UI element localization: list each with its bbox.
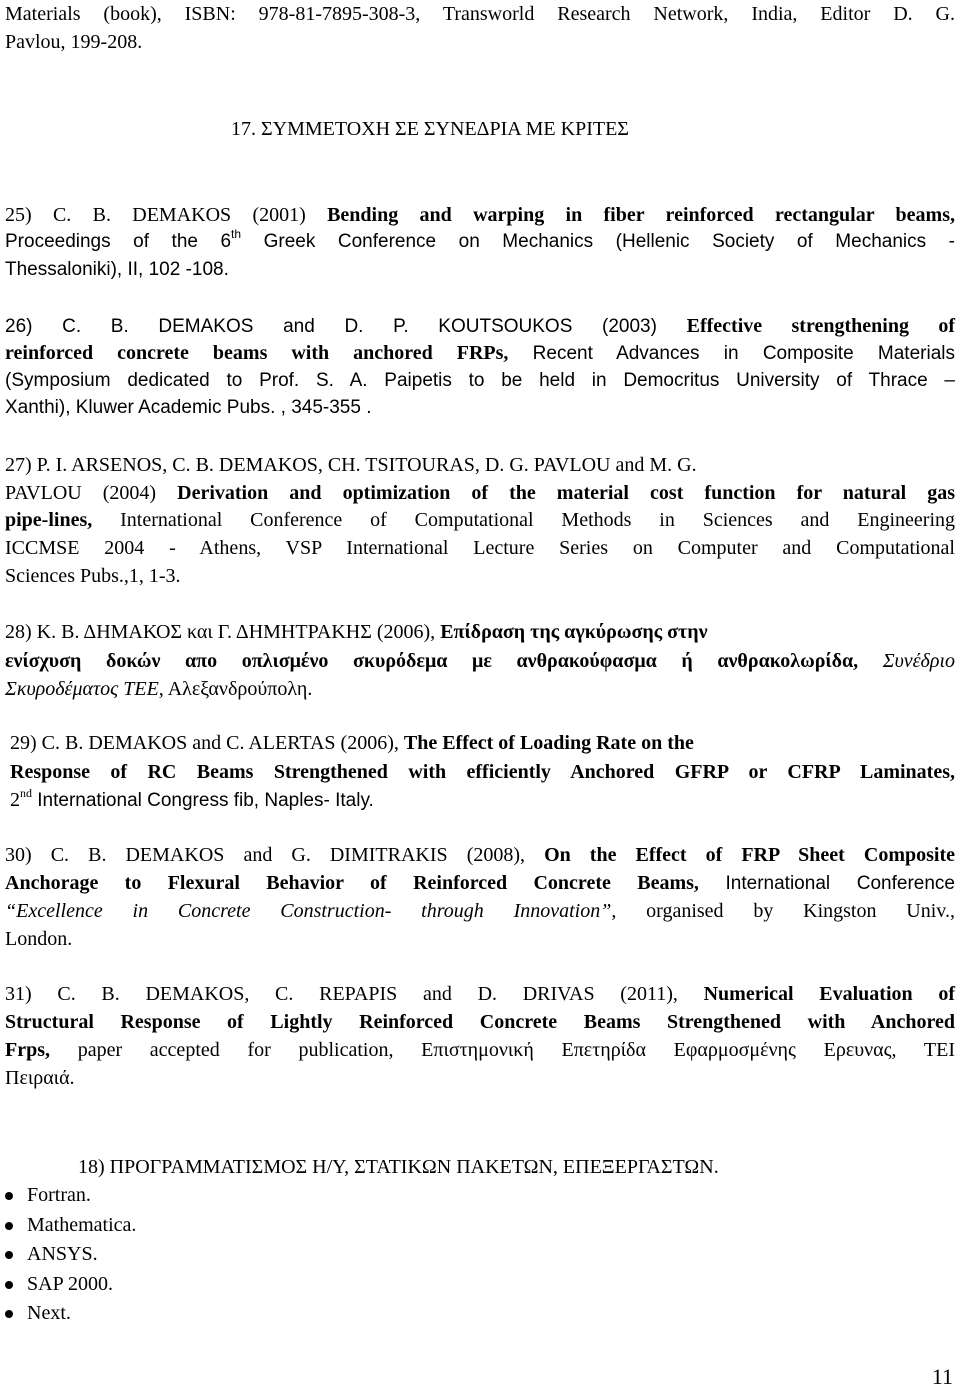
ref-29-title-1: The Effect of Loading Rate on the bbox=[403, 732, 694, 754]
ref-30-title-2: Anchorage to Flexural Behavior of Reinforced Concrete Beams, bbox=[5, 872, 699, 894]
ref-27-title-3: pipe-lines, bbox=[5, 509, 93, 531]
ref-25-line-3: Thessaloniki), II, 102 -108. bbox=[5, 259, 229, 280]
ref-27-authors-2: PAVLOU (2004) bbox=[5, 482, 178, 504]
ref-30-line-2 bbox=[5, 871, 955, 896]
ref-29-venue-pre: 2 bbox=[10, 789, 20, 811]
ref-25-line-2 bbox=[5, 227, 955, 254]
ref-26-line-2 bbox=[5, 341, 955, 366]
list-item bbox=[5, 1299, 136, 1329]
ref-29-line-2 bbox=[10, 760, 955, 784]
ref-27-line-1: 27) P. I. ARSENOS, C. B. DEMAKOS, CH. TSITOURAS, D. G. PAVLOU and M. G. bbox=[5, 454, 697, 476]
list-item bbox=[5, 1240, 136, 1270]
ref-25-venue-sup: th bbox=[231, 227, 242, 241]
software-item-label: ANSYS. bbox=[27, 1243, 98, 1265]
ref-29-venue-sup: nd bbox=[20, 786, 32, 800]
ref-30-line-1 bbox=[5, 843, 955, 867]
software-list bbox=[5, 1181, 136, 1329]
ref-31-authors: 31) C. B. DEMAKOS, C. REPAPIS and D. DRIVAS (2011), bbox=[5, 983, 704, 1005]
ref-29-authors: 29) C. B. DEMAKOS and C. ALERTAS (2006), bbox=[10, 732, 404, 754]
ref-27-line-2 bbox=[5, 481, 955, 505]
ref-31-line-2 bbox=[5, 1010, 955, 1034]
ref-25-authors: 25) C. B. DEMAKOS (2001) bbox=[5, 204, 328, 226]
section-18-heading: 18) ΠΡΟΓΡΑΜΜΑΤΙΣΜΟΣ Η/Υ, ΣΤΑΤΙΚΩΝ ΠΑΚΕΤΩΝ, ΕΠΕΞΕΡΓΑΣΤΩΝ. bbox=[78, 1156, 719, 1178]
ref-26-line-4: Xanthi), Kluwer Academic Pubs. , 345-355 . bbox=[5, 397, 372, 418]
software-item-label: Mathematica. bbox=[27, 1213, 137, 1236]
list-item bbox=[5, 1211, 136, 1241]
ref-29-line-1 bbox=[10, 731, 870, 755]
ref-31-title-2: Structural Response of Lightly Reinforced Concrete Beams Strengthened with Anchored bbox=[5, 1011, 955, 1033]
ref-30-title-1: On the Effect of FRP Sheet Composite bbox=[544, 844, 955, 866]
ref-27-title-2: Derivation and optimization of the material cost function for natural gas bbox=[177, 482, 955, 504]
bullet-icon bbox=[5, 1222, 13, 1230]
ref-30-line-4: London. bbox=[5, 928, 73, 950]
ref-31-title-1: Numerical Evaluation of bbox=[703, 983, 955, 1005]
ref-28-venue-2: Συνέδριο bbox=[858, 650, 956, 672]
ref-25-line-1 bbox=[5, 203, 955, 227]
ref-28-line-2 bbox=[5, 649, 955, 673]
ref-29-venue-post: International Congress fib, Naples- Italy. bbox=[32, 790, 374, 811]
ref-30-authors: 30) C. B. DEMAKOS and G. DIMITRAKIS (2008), bbox=[5, 844, 545, 866]
list-item bbox=[5, 1270, 136, 1300]
ref-26-venue-2: Recent Advances in Composite Materials bbox=[508, 343, 955, 364]
ref-26-line-3: (Symposium dedicated to Prof. S. A. Paipetis to be held in Democritus University of Thrace – bbox=[5, 370, 955, 391]
ref-28-city: Αλεξανδρούπολη. bbox=[163, 678, 313, 700]
ref-31-line-1 bbox=[5, 982, 955, 1006]
top-reference-line-1: Materials (book), ISBN: 978-81-7895-308-3, Transworld Research Network, India, Editor D. G. bbox=[5, 3, 955, 25]
ref-26-line-1 bbox=[5, 314, 955, 339]
ref-29-title-2: Response of RC Beams Strengthened with efficiently Anchored GFRP or CFRP Laminates, bbox=[10, 761, 955, 783]
ref-25-venue-post: Greek Conference on Mechanics (Hellenic Society of Mechanics - bbox=[241, 231, 955, 252]
ref-26-title-1: Effective strengthening of bbox=[686, 315, 955, 337]
ref-27-line-4: ICCMSE 2004 - Athens, VSP International Lecture Series on Computer and Computational bbox=[5, 537, 955, 559]
page-number: 11 bbox=[931, 1364, 953, 1389]
ref-31-line-4: Πειραιά. bbox=[5, 1067, 75, 1089]
list-item bbox=[5, 1181, 136, 1211]
ref-27-line-5: Sciences Pubs.,1, 1-3. bbox=[5, 565, 181, 587]
ref-27-venue-3: International Conference of Computational Methods in Sciences and Engineering bbox=[92, 509, 955, 531]
ref-26-title-2: reinforced concrete beams with anchored FRPs, bbox=[5, 342, 509, 364]
ref-28-venue-3: Σκυροδέματος ΤΕΕ, bbox=[5, 678, 164, 700]
ref-31-line-3 bbox=[5, 1038, 955, 1062]
ref-31-title-3: Frps, bbox=[5, 1039, 50, 1061]
top-reference-line-2: Pavlou, 199-208. bbox=[5, 31, 143, 53]
bullet-icon bbox=[5, 1310, 13, 1318]
software-item-label: SAP 2000. bbox=[27, 1272, 113, 1295]
bullet-icon bbox=[5, 1281, 13, 1289]
ref-30-venue-3: “Excellence in Concrete Construction- through Innovation”, bbox=[5, 900, 617, 922]
bullet-icon bbox=[5, 1192, 13, 1200]
ref-30-venue-2: International Conference bbox=[698, 873, 955, 894]
ref-28-line-3 bbox=[5, 677, 955, 701]
ref-28-authors: 28) Κ. Β. ΔΗΜΑΚΟΣ και Γ. ΔΗΜΗΤΡΑΚΗΣ (2006), bbox=[5, 621, 441, 643]
ref-26-authors: 26) C. B. DEMAKOS and D. P. KOUTSOUKOS (2003) bbox=[5, 316, 687, 337]
section-17-heading: 17. ΣΥΜΜΕΤΟΧΗ ΣΕ ΣΥΝΕΔΡΙΑ ΜΕ ΚΡΙΤΕΣ bbox=[231, 118, 629, 140]
ref-28-title-1: Επίδραση της αγκύρωσης στην bbox=[440, 621, 708, 643]
ref-29-line-3 bbox=[10, 788, 960, 813]
software-item-label: Next. bbox=[27, 1302, 71, 1324]
ref-31-venue-3: paper accepted for publication, Επιστημονική Επετηρίδα Εφαρμοσμένης Ερευνας, ΤΕΙ bbox=[50, 1039, 955, 1061]
ref-25-venue-pre: Proceedings of the 6 bbox=[5, 231, 232, 252]
software-item-label: Fortran. bbox=[27, 1184, 91, 1206]
ref-28-line-1 bbox=[5, 620, 885, 644]
ref-25-title: Bending and warping in fiber reinforced rectangular beams, bbox=[327, 204, 955, 226]
ref-30-line-3 bbox=[5, 899, 955, 923]
ref-28-title-2: ενίσχυση δοκών απο οπλισμένο σκυρόδεμα με ανθρακούφασμα ή ανθρακολωρίδα, bbox=[5, 650, 859, 672]
bullet-icon bbox=[5, 1251, 13, 1259]
ref-27-line-3 bbox=[5, 508, 955, 532]
ref-30-venue-3b: organised by Kingston Univ., bbox=[616, 900, 955, 922]
